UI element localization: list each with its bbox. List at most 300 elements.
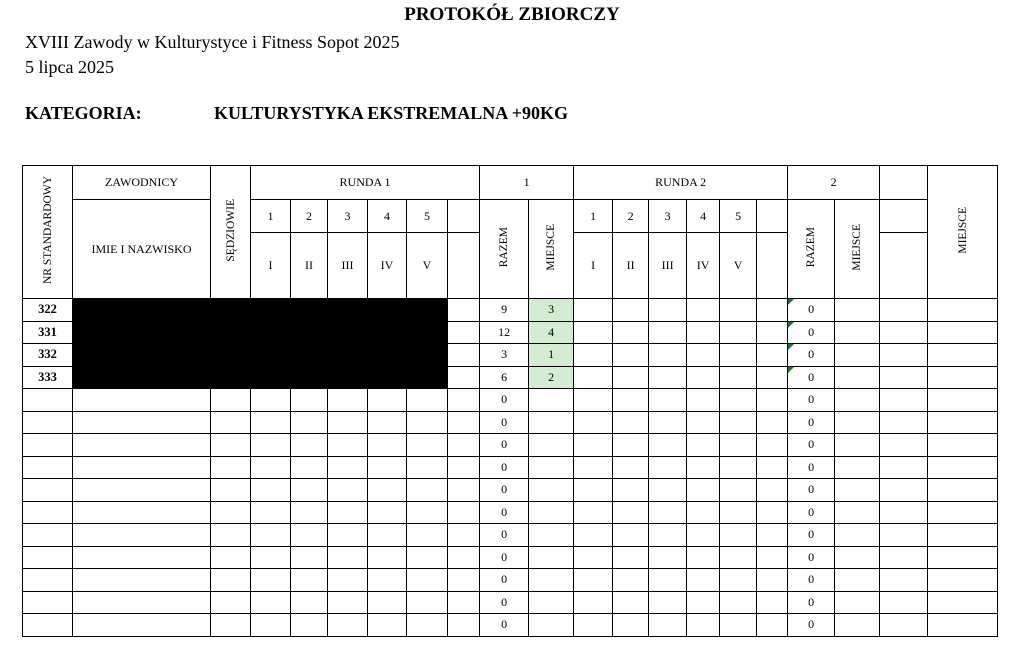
r2-total-cell: 0 bbox=[788, 344, 835, 367]
r2-place-cell bbox=[835, 569, 880, 592]
r2-judge-roman-5: V bbox=[720, 233, 757, 299]
r2-score-cell bbox=[720, 366, 757, 389]
judges-cell bbox=[211, 434, 251, 457]
r2-judge-roman-1: I bbox=[574, 233, 613, 299]
r2-score-cell bbox=[574, 524, 613, 547]
r2-place-cell bbox=[835, 434, 880, 457]
r2-score-cell bbox=[757, 546, 788, 569]
document-title: PROTOKÓŁ ZBIORCZY bbox=[404, 4, 620, 25]
r2-score-cell bbox=[687, 546, 720, 569]
r2-score-cell bbox=[649, 389, 687, 412]
name-cell bbox=[73, 501, 211, 524]
score-cell bbox=[291, 456, 328, 479]
r2-score-cell bbox=[649, 524, 687, 547]
r2-score-cell bbox=[720, 411, 757, 434]
r2-score-cell bbox=[757, 524, 788, 547]
r2-score-cell bbox=[757, 614, 788, 637]
score-cell bbox=[328, 591, 368, 614]
r2-score-cell bbox=[574, 299, 613, 322]
judge-number-2: 2 bbox=[291, 200, 328, 233]
table-row bbox=[23, 569, 998, 592]
r2-score-cell bbox=[687, 591, 720, 614]
judge-number-3: 3 bbox=[328, 200, 368, 233]
blank-cell bbox=[448, 411, 480, 434]
score-cell bbox=[251, 389, 291, 412]
r1-place-cell bbox=[529, 546, 574, 569]
score-cell bbox=[407, 591, 448, 614]
blank-cell bbox=[448, 591, 480, 614]
score-cell bbox=[291, 434, 328, 457]
nr-cell bbox=[23, 591, 73, 614]
r2-score-cell bbox=[574, 434, 613, 457]
r2-score-cell bbox=[574, 321, 613, 344]
final-place-cell bbox=[928, 344, 998, 367]
r2-score-cell bbox=[574, 569, 613, 592]
r2-score-cell bbox=[574, 366, 613, 389]
score-cell bbox=[291, 591, 328, 614]
r2-score-cell bbox=[649, 411, 687, 434]
r1-place-cell: 4 bbox=[529, 321, 574, 344]
r1-place-cell bbox=[529, 479, 574, 502]
judge-roman-2: II bbox=[291, 233, 328, 299]
blank-cell bbox=[448, 344, 480, 367]
r2-judge-number-3: 3 bbox=[649, 200, 687, 233]
score-cell bbox=[407, 569, 448, 592]
score-cell bbox=[407, 479, 448, 502]
judges-cell bbox=[211, 614, 251, 637]
blank-cell bbox=[880, 524, 928, 547]
r2-score-cell bbox=[720, 456, 757, 479]
judges-cell bbox=[211, 456, 251, 479]
redacted-name-scores bbox=[73, 299, 448, 322]
blank-header-cell bbox=[448, 200, 480, 233]
score-cell bbox=[251, 501, 291, 524]
blank-cell bbox=[880, 614, 928, 637]
final-place-cell bbox=[928, 591, 998, 614]
r2-score-cell bbox=[613, 614, 649, 637]
event-name: XVIII Zawody w Kulturystyce i Fitness Sopot 2025 bbox=[25, 32, 400, 52]
r2-total-cell: 0 bbox=[788, 389, 835, 412]
r2-score-cell bbox=[757, 479, 788, 502]
r1-total-cell: 0 bbox=[480, 614, 529, 637]
r2-place-cell bbox=[835, 479, 880, 502]
r2-score-cell bbox=[649, 434, 687, 457]
blank-cell bbox=[448, 456, 480, 479]
blank-cell bbox=[448, 479, 480, 502]
score-cell bbox=[368, 411, 407, 434]
r2-score-cell bbox=[757, 501, 788, 524]
blank-cell bbox=[880, 591, 928, 614]
judges-cell bbox=[211, 389, 251, 412]
redacted-name-scores bbox=[73, 344, 448, 367]
r1-place-cell bbox=[529, 456, 574, 479]
score-cell bbox=[368, 569, 407, 592]
score-cell bbox=[368, 591, 407, 614]
score-cell bbox=[407, 456, 448, 479]
r2-score-cell bbox=[613, 411, 649, 434]
score-cell bbox=[368, 524, 407, 547]
r1-place-cell bbox=[529, 569, 574, 592]
r1-place-cell: 3 bbox=[529, 299, 574, 322]
r2-total-cell: 0 bbox=[788, 411, 835, 434]
table-row bbox=[23, 434, 998, 457]
score-cell bbox=[251, 456, 291, 479]
r1-place-cell bbox=[529, 591, 574, 614]
judges-cell bbox=[211, 591, 251, 614]
score-cell bbox=[407, 434, 448, 457]
table-row bbox=[23, 321, 998, 344]
table-row bbox=[23, 614, 998, 637]
r2-score-cell bbox=[574, 344, 613, 367]
name-cell bbox=[73, 389, 211, 412]
r2-score-cell bbox=[613, 321, 649, 344]
score-cell bbox=[251, 524, 291, 547]
r2-judge-number-5: 5 bbox=[720, 200, 757, 233]
r2-score-cell bbox=[757, 434, 788, 457]
event-date: 5 lipca 2025 bbox=[25, 57, 114, 77]
r2-score-cell bbox=[757, 344, 788, 367]
r1-place-cell bbox=[529, 501, 574, 524]
r2-score-cell bbox=[649, 614, 687, 637]
judge-roman-4: IV bbox=[368, 233, 407, 299]
r2-judge-number-1: 1 bbox=[574, 200, 613, 233]
final-place-cell bbox=[928, 321, 998, 344]
r2-score-cell bbox=[757, 411, 788, 434]
r1-total-cell: 0 bbox=[480, 389, 529, 412]
r2-place-cell bbox=[835, 614, 880, 637]
score-cell bbox=[251, 614, 291, 637]
r2-razem-header: RAZEM bbox=[788, 200, 835, 299]
r2-total-cell: 0 bbox=[788, 614, 835, 637]
r2-score-cell bbox=[720, 591, 757, 614]
score-cell bbox=[328, 546, 368, 569]
table-row bbox=[23, 299, 998, 322]
nr-cell bbox=[23, 411, 73, 434]
name-cell bbox=[73, 479, 211, 502]
r2-score-cell bbox=[613, 524, 649, 547]
r1-place-cell bbox=[529, 411, 574, 434]
score-cell bbox=[251, 546, 291, 569]
r2-score-cell bbox=[649, 546, 687, 569]
blank-cell bbox=[880, 389, 928, 412]
score-cell bbox=[251, 411, 291, 434]
r2-place-cell bbox=[835, 546, 880, 569]
final-place-cell bbox=[928, 614, 998, 637]
results-rows bbox=[23, 299, 998, 637]
r2-score-cell bbox=[720, 389, 757, 412]
score-cell bbox=[291, 524, 328, 547]
r2-total-cell: 0 bbox=[788, 299, 835, 322]
r1-place-cell bbox=[529, 434, 574, 457]
r2-judge-roman-4: IV bbox=[687, 233, 720, 299]
r2-score-cell bbox=[613, 389, 649, 412]
r2-total-cell: 0 bbox=[788, 321, 835, 344]
r1-miejsce-header: MIEJSCE bbox=[529, 200, 574, 299]
name-cell bbox=[73, 456, 211, 479]
r2-score-cell bbox=[613, 591, 649, 614]
score-cell bbox=[407, 389, 448, 412]
score-cell bbox=[407, 614, 448, 637]
r1-razem-header: RAZEM bbox=[480, 200, 529, 299]
table-row bbox=[23, 411, 998, 434]
r2-score-cell bbox=[720, 434, 757, 457]
name-header: IMIE I NAZWISKO bbox=[73, 200, 211, 299]
blank-cell bbox=[448, 434, 480, 457]
r2-score-cell bbox=[687, 366, 720, 389]
r1-place-cell bbox=[529, 389, 574, 412]
r2-score-cell bbox=[574, 479, 613, 502]
nr-header: NR STANDARDOWY bbox=[23, 166, 73, 299]
judges-cell bbox=[211, 411, 251, 434]
r2-score-cell bbox=[757, 591, 788, 614]
r2-score-cell bbox=[649, 344, 687, 367]
r2-score-cell bbox=[720, 501, 757, 524]
r2-score-cell bbox=[613, 344, 649, 367]
blank-cell bbox=[448, 299, 480, 322]
score-cell bbox=[291, 411, 328, 434]
r2-total-cell: 0 bbox=[788, 501, 835, 524]
r2-score-cell bbox=[687, 501, 720, 524]
blank-cell bbox=[880, 456, 928, 479]
blank-header-cell bbox=[757, 200, 788, 233]
r2-score-cell bbox=[649, 501, 687, 524]
blank-cell bbox=[448, 501, 480, 524]
r1-total-cell: 12 bbox=[480, 321, 529, 344]
score-cell bbox=[251, 434, 291, 457]
score-cell bbox=[368, 479, 407, 502]
blank-header-cell bbox=[880, 233, 928, 299]
r1-total-cell: 6 bbox=[480, 366, 529, 389]
r2-place-cell bbox=[835, 591, 880, 614]
nr-cell bbox=[23, 524, 73, 547]
nr-cell bbox=[23, 546, 73, 569]
r2-score-cell bbox=[687, 321, 720, 344]
score-cell bbox=[251, 591, 291, 614]
judge-number-1: 1 bbox=[251, 200, 291, 233]
r2-score-cell bbox=[649, 591, 687, 614]
r2-judge-number-2: 2 bbox=[613, 200, 649, 233]
score-cell bbox=[291, 501, 328, 524]
name-cell bbox=[73, 569, 211, 592]
score-cell bbox=[328, 614, 368, 637]
r1-total-cell: 0 bbox=[480, 524, 529, 547]
name-cell bbox=[73, 524, 211, 547]
nr-cell bbox=[23, 456, 73, 479]
table-row bbox=[23, 344, 998, 367]
r2-total-cell: 0 bbox=[788, 569, 835, 592]
blank-cell bbox=[880, 321, 928, 344]
final-place-cell bbox=[928, 366, 998, 389]
r1-total-cell: 0 bbox=[480, 411, 529, 434]
blank-cell bbox=[880, 299, 928, 322]
category-label: KATEGORIA: bbox=[25, 103, 142, 123]
score-cell bbox=[407, 501, 448, 524]
r2-total-cell: 0 bbox=[788, 479, 835, 502]
r2-score-cell bbox=[649, 321, 687, 344]
r2-miejsce-header: MIEJSCE bbox=[835, 200, 880, 299]
r2-judge-roman-3: III bbox=[649, 233, 687, 299]
final-place-cell bbox=[928, 411, 998, 434]
final-place-cell bbox=[928, 546, 998, 569]
r2-total-cell: 0 bbox=[788, 434, 835, 457]
judge-roman-1: I bbox=[251, 233, 291, 299]
r2-judge-number-4: 4 bbox=[687, 200, 720, 233]
r1-total-cell: 0 bbox=[480, 501, 529, 524]
score-cell bbox=[291, 479, 328, 502]
nr-cell bbox=[23, 434, 73, 457]
table-row bbox=[23, 501, 998, 524]
r1-total-cell: 3 bbox=[480, 344, 529, 367]
final-place-cell bbox=[928, 569, 998, 592]
score-cell bbox=[328, 479, 368, 502]
name-cell bbox=[73, 546, 211, 569]
r2-total-cell: 0 bbox=[788, 456, 835, 479]
r1-place-cell: 1 bbox=[529, 344, 574, 367]
r2-score-cell bbox=[613, 434, 649, 457]
score-cell bbox=[291, 569, 328, 592]
nr-cell bbox=[23, 389, 73, 412]
score-cell bbox=[407, 546, 448, 569]
r2-place-cell bbox=[835, 344, 880, 367]
score-cell bbox=[328, 524, 368, 547]
blank-cell bbox=[448, 546, 480, 569]
r2-score-cell bbox=[687, 524, 720, 547]
r1-place-cell bbox=[529, 614, 574, 637]
r2-score-cell bbox=[574, 614, 613, 637]
header-row-2 bbox=[23, 200, 998, 233]
score-cell bbox=[328, 569, 368, 592]
name-cell bbox=[73, 434, 211, 457]
r1-total-cell: 0 bbox=[480, 546, 529, 569]
r2-score-cell bbox=[757, 321, 788, 344]
table-row bbox=[23, 366, 998, 389]
r2-score-cell bbox=[687, 344, 720, 367]
name-cell bbox=[73, 591, 211, 614]
score-cell bbox=[328, 389, 368, 412]
score-cell bbox=[251, 569, 291, 592]
r2-score-cell bbox=[720, 614, 757, 637]
judges-cell bbox=[211, 479, 251, 502]
blank-cell bbox=[880, 546, 928, 569]
r2-score-cell bbox=[720, 299, 757, 322]
r2-score-cell bbox=[720, 569, 757, 592]
r2-place-cell bbox=[835, 321, 880, 344]
group1-header: 1 bbox=[480, 166, 574, 200]
r2-score-cell bbox=[574, 389, 613, 412]
r2-score-cell bbox=[613, 366, 649, 389]
blank-cell bbox=[448, 389, 480, 412]
r2-score-cell bbox=[757, 389, 788, 412]
judges-cell bbox=[211, 546, 251, 569]
category-value: KULTURYSTYKA EKSTREMALNA +90KG bbox=[214, 103, 569, 123]
r2-total-cell: 0 bbox=[788, 524, 835, 547]
blank-header-cell bbox=[757, 233, 788, 299]
r2-score-cell bbox=[687, 456, 720, 479]
final-place-cell bbox=[928, 456, 998, 479]
r2-place-cell bbox=[835, 389, 880, 412]
score-cell bbox=[328, 434, 368, 457]
r2-score-cell bbox=[574, 546, 613, 569]
r2-score-cell bbox=[574, 411, 613, 434]
score-cell bbox=[407, 524, 448, 547]
final-place-cell bbox=[928, 479, 998, 502]
r2-score-cell bbox=[687, 411, 720, 434]
nr-cell bbox=[23, 501, 73, 524]
final-place-cell bbox=[928, 501, 998, 524]
score-cell bbox=[328, 411, 368, 434]
nr-cell bbox=[23, 479, 73, 502]
r2-score-cell bbox=[687, 389, 720, 412]
nr-cell: 322 bbox=[23, 299, 73, 322]
blank-cell bbox=[880, 569, 928, 592]
table-row bbox=[23, 479, 998, 502]
r2-score-cell bbox=[720, 344, 757, 367]
final-place-cell bbox=[928, 389, 998, 412]
r2-score-cell bbox=[574, 501, 613, 524]
nr-cell: 331 bbox=[23, 321, 73, 344]
r1-place-cell bbox=[529, 524, 574, 547]
r2-score-cell bbox=[649, 366, 687, 389]
r2-score-cell bbox=[687, 299, 720, 322]
judge-roman-5: V bbox=[407, 233, 448, 299]
r2-place-cell bbox=[835, 299, 880, 322]
redacted-name-scores bbox=[73, 321, 448, 344]
score-cell bbox=[291, 389, 328, 412]
judge-roman-3: III bbox=[328, 233, 368, 299]
judges-cell bbox=[211, 501, 251, 524]
score-cell bbox=[291, 614, 328, 637]
r2-score-cell bbox=[687, 434, 720, 457]
r1-total-cell: 0 bbox=[480, 456, 529, 479]
r2-score-cell bbox=[649, 479, 687, 502]
r2-score-cell bbox=[649, 456, 687, 479]
table-row bbox=[23, 524, 998, 547]
blank-cell bbox=[448, 524, 480, 547]
r2-score-cell bbox=[687, 569, 720, 592]
r2-score-cell bbox=[720, 479, 757, 502]
name-cell bbox=[73, 614, 211, 637]
blank-cell bbox=[880, 479, 928, 502]
table-row bbox=[23, 546, 998, 569]
nr-cell bbox=[23, 614, 73, 637]
judges-cell bbox=[211, 524, 251, 547]
r2-score-cell bbox=[613, 546, 649, 569]
r2-judge-roman-2: II bbox=[613, 233, 649, 299]
round2-header: RUNDA 2 bbox=[574, 166, 788, 200]
blank-cell bbox=[448, 569, 480, 592]
blank-cell bbox=[880, 344, 928, 367]
redacted-name-scores bbox=[73, 366, 448, 389]
spare-header bbox=[880, 166, 928, 200]
r1-place-cell: 2 bbox=[529, 366, 574, 389]
score-cell bbox=[368, 389, 407, 412]
judge-number-4: 4 bbox=[368, 200, 407, 233]
results-table bbox=[22, 165, 998, 637]
final-place-cell bbox=[928, 434, 998, 457]
blank-cell bbox=[880, 434, 928, 457]
r2-total-cell: 0 bbox=[788, 546, 835, 569]
r2-place-cell bbox=[835, 456, 880, 479]
score-cell bbox=[251, 479, 291, 502]
blank-cell bbox=[880, 411, 928, 434]
r2-score-cell bbox=[613, 299, 649, 322]
header-row-1 bbox=[23, 166, 998, 200]
judges-cell bbox=[211, 569, 251, 592]
r1-total-cell: 0 bbox=[480, 591, 529, 614]
score-cell bbox=[368, 456, 407, 479]
nr-cell: 333 bbox=[23, 366, 73, 389]
score-cell bbox=[407, 411, 448, 434]
